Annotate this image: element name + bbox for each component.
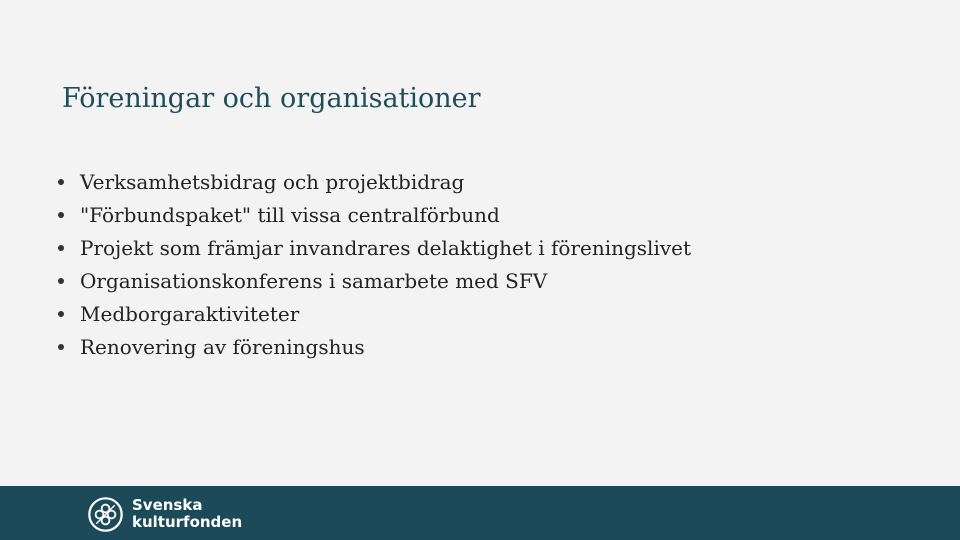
bullet-dot xyxy=(58,245,64,251)
list-item xyxy=(58,199,691,232)
logo xyxy=(87,495,242,533)
list-item-text: Verksamhetsbidrag och projektbidrag xyxy=(80,170,465,194)
list-item xyxy=(58,265,691,298)
bullet-dot xyxy=(58,344,64,350)
list-item-text: Medborgaraktiviteter xyxy=(80,302,300,326)
list-item xyxy=(58,166,691,199)
logo-wordmark xyxy=(132,497,242,531)
bullet-dot xyxy=(58,311,64,317)
slide-title: Föreningar och organisationer xyxy=(62,83,481,114)
list-item xyxy=(58,232,691,265)
logo-line-2: kulturfonden xyxy=(132,513,243,531)
bullet-dot xyxy=(58,179,64,185)
bullet-dot xyxy=(58,212,64,218)
list-item xyxy=(58,298,691,331)
logo-line-1: Svenska xyxy=(132,496,203,514)
list-item-text: Renovering av föreningshus xyxy=(80,335,365,359)
list-item-text: "Förbundspaket" till vissa centralförbund xyxy=(80,203,500,227)
list-item xyxy=(58,331,691,364)
list-item-text: Projekt som främjar invandrares delaktighet i föreningslivet xyxy=(80,236,692,260)
bullet-dot xyxy=(58,278,64,284)
list-item-text: Organisationskonferens i samarbete med SFV xyxy=(80,269,548,293)
knot-emblem-icon xyxy=(87,496,124,533)
bullet-list xyxy=(58,166,691,364)
footer-bar xyxy=(0,486,960,540)
